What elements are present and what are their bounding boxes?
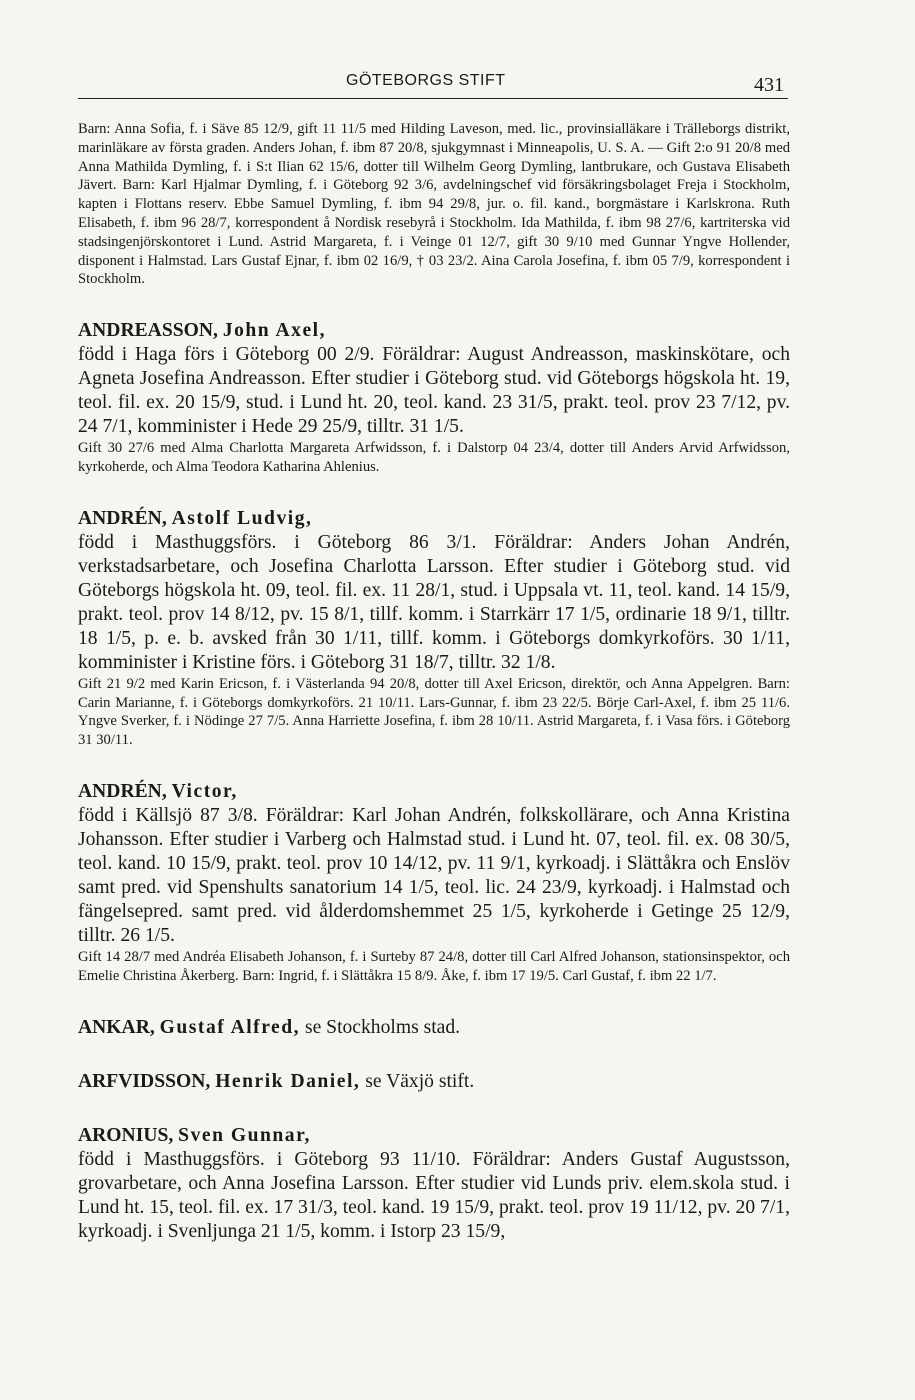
entry-given-names: Astolf Ludvig, [171,507,313,529]
entry-surname: ARONIUS, [78,1124,174,1146]
cross-reference-entry [78,1070,790,1094]
entry-family: Gift 14 28/7 med Andréa Elisabeth Johanson, f. i Surteby 87 24/8, dotter till Carl Alfred Johanson, stationsinspektor, och Emelie Christina Åkerberg. Barn: Ingrid, f. i Slättåkra 15 8/9. Åke, f. ibm 17 19/5. Carl Gustaf, f. ibm 22 1/7. [78,948,790,984]
biography-entry [78,780,790,986]
cross-reference-entry [78,1016,790,1040]
entry-given-names: Henrik Daniel, [215,1070,361,1092]
entry-heading [78,1124,790,1148]
entry-biography: född i Masthuggsförs. i Göteborg 86 3/1. Föräldrar: Anders Johan Andrén, verkstadsarbetare, och Josefina Charlotta Larsson. Efter studier i Göteborg stud. vid Göteborgs högskola ht. 09, teol. fil. ex. 11 28/1, stud. i Uppsala vt. 11, teol. kand. 14 15/9, prakt. teol. prov 14 8/12, pv. 15 8/1, tillf. komm. i Starrkärr 17 1/5, ordinarie 18 9/1, tilltr. 18 1/5, p. e. b. avsked från 30 1/11, tillf. komm. i Göteborgs domkyrkoförs. 30 1/11, komminister i Kristine förs. i Göteborg 31 18/7, tilltr. 32 1/8. [78,531,790,673]
entry-family: Gift 30 27/6 med Alma Charlotta Margareta Arfwidsson, f. i Dalstorp 04 23/4, dotter till Anders Arvid Arfwidsson, kyrkoherde, och Alma Teodora Katharina Ahlenius. [78,440,790,475]
entry-surname: ANDREASSON, [78,320,218,342]
page-number: 431 [754,74,784,96]
entry-surname: ANKAR, [78,1016,155,1038]
entry-biography: född i Källsjö 87 3/8. Föräldrar: Karl Johan Andrén, folkskollärare, och Anna Kristina Johansson. Efter studier i Varberg och Halmstad stud. i Lund ht. 07, teol. fil. ex. 08 30/5, teol. kand. 10 15/9, prakt. teol. prov 10 14/12, pv. 11 9/1, kyrkoadj. i Slättåkra och Enslöv samt pred. vid Spenshults sanatorium 14 1/5, teol. lic. 24 23/9, kyrkoadj. i Halmstad och fängelsepred. samt pred. vid ålderdomshemmet 25 1/5, kyrkoherde i Getinge 25 12/9, tilltr. 26 1/5. [78,804,790,946]
entry-surname: ANDRÉN, [78,507,167,529]
entry-biography: född i Haga förs i Göteborg 00 2/9. Föräldrar: August Andreasson, maskinskötare, och Agneta Josefina Andreasson. Efter studier i Göteborg stud. vid Göteborgs högskola ht. 19, teol. fil. ex. 20 15/9, stud. i Lund ht. 20, teol. kand. 23 31/5, prakt. teol. prov 23 7/12, pv. 24 7/1, komminister i Hede 29 25/9, tilltr. 31 1/5. [78,344,790,438]
biography-entry [78,507,790,750]
page-body [78,120,790,1244]
page-header [78,68,788,99]
biography-entry [78,1124,790,1244]
entry-cross-reference: se Växjö stift. [365,1070,475,1092]
entry-given-names: Gustaf Alfred, [159,1016,301,1038]
entry-biography: född i Masthuggsförs. i Göteborg 93 11/10. Föräldrar: Anders Gustaf Augustsson, grovarbetare, och Anna Josefina Larsson. Efter studier vid Lunds priv. elem.skola stud. i Lund ht. 15, teol. fil. ex. 17 31/3, teol. kand. 19 15/9, prakt. teol. prov 19 11/12, pv. 20 7/1, kyrkoadj. i Svenljunga 21 1/5, komm. i Istorp 23 15/9, [78,1148,790,1242]
entry-surname: ARFVIDSSON, [78,1070,211,1092]
running-head: GÖTEBORGS STIFT [346,72,506,89]
entry-heading [78,507,790,531]
entry-family: Gift 21 9/2 med Karin Ericson, f. i Västerlanda 94 20/8, dotter till Axel Ericson, direktör, och Anna Appelgren. Barn: Carin Marianne, f. i Göteborgs domkyrkoförs. 21 10/11. Lars-Gunnar, f. ibm 23 22/5. Börje Carl-Axel, f. ibm 25 11/6. Yngve Sverker, f. i Nödinge 27 7/5. Anna Harriette Josefina, f. ibm 28 10/11. Astrid Margareta, f. i Vasa förs. i Göteborg 31 30/11. [78,675,790,749]
entry-given-names: John Axel, [222,320,327,342]
continuation-paragraph: Barn: Anna Sofia, f. i Säve 85 12/9, gift 11 11/5 med Hilding Laveson, med. lic., provinsialläkare i Trälleborgs distrikt, marinläkare av första graden. Anders Johan, f. ibm 87 20/8, sjukgymnast i Minneapolis, U. S. A. — Gift 2:o 91 20/8 med Anna Mathilda Dymling, f. i S:t Ilian 62 15/6, dotter till Wilhelm Georg Dymling, lantbrukare, och Gustava Elisabeth Jävert. Barn: Karl Hjalmar Dymling, f. i Göteborg 92 3/6, avdelningschef vid försäkringsbolaget Freja i Stockholm, kapten i Flottans reserv. Ebbe Samuel Dymling, f. ibm 94 29/8, jur. o. fil. kand., borgmästare i Karlskrona. Ruth Elisabeth, f. ibm 96 28/7, korrespondent å Nordisk resebyrå i Stockholm. Ida Mathilda, f. ibm 98 27/6, kartriterska vid stadsingenjörskontoret i Lund. Astrid Margareta, f. i Veinge 01 12/7, gift 30 9/10 med Gunnar Yngve Hollender, disponent i Halmstad. Lars Gustaf Ejnar, f. ibm 02 16/9, † 03 23/2. Aina Carola Josefina, f. ibm 05 7/9, korrespondent i Stockholm. [78,121,790,288]
entry-given-names: Victor, [171,780,238,802]
entry-heading [78,319,790,343]
biography-entry [78,319,790,477]
entry-cross-reference: se Stockholms stad. [304,1016,461,1038]
entry-heading [78,780,790,804]
entry-surname: ANDRÉN, [78,780,167,802]
entry-given-names: Sven Gunnar, [178,1124,311,1146]
